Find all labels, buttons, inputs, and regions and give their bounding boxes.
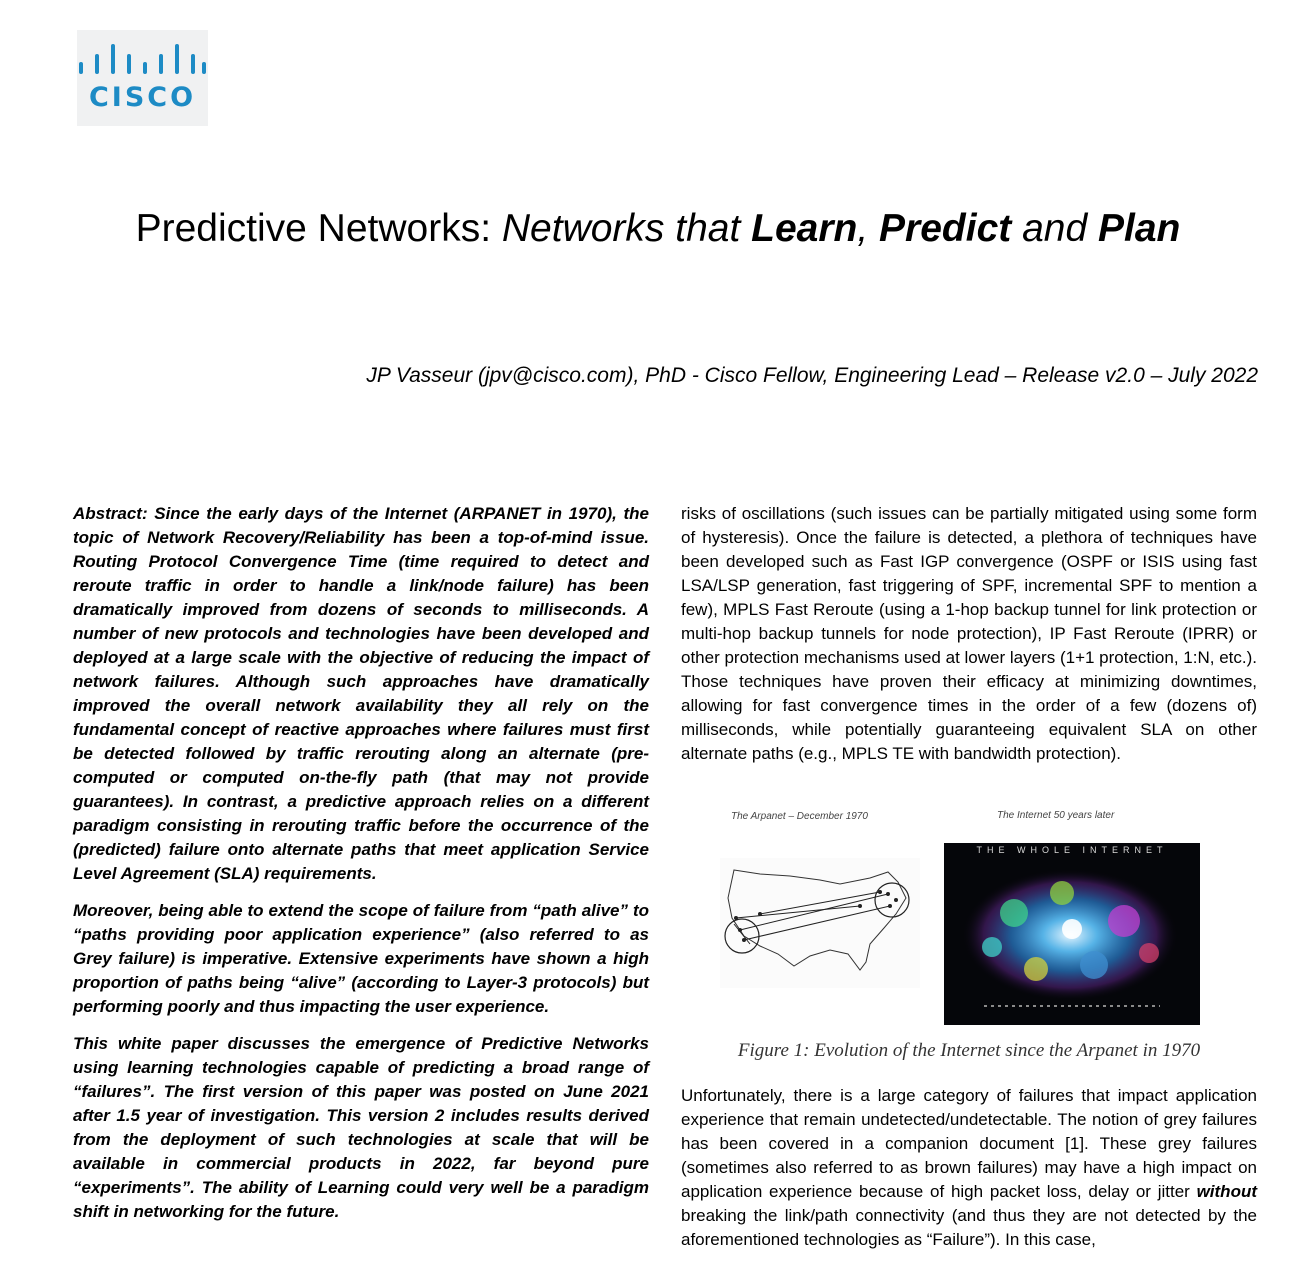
poster-title: THE WHOLE INTERNET xyxy=(976,845,1168,855)
body-paragraph-2-before: Unfortunately, there is a large category of failures that impact application experience that remain undetected/undetectable. The notion of grey failures has been covered in a companion document [1]. These grey failures (sometimes also referred to as brown failures) may have a high impact on application experience because of high packet loss, delay or jitter xyxy=(681,1086,1257,1201)
arpanet-map-image xyxy=(720,858,920,988)
whole-internet-poster-image xyxy=(944,843,1200,1025)
figure-left-caption: The Arpanet – December 1970 xyxy=(731,811,868,822)
body-paragraph-2-after: breaking the link/path connectivity (and thus they are not detected by the aforementioned technologies as “Failure”). In this case, xyxy=(681,1206,1257,1249)
author-line: JP Vasseur (jpv@cisco.com), PhD - Cisco Fellow, Engineering Lead – Release v2.0 – July 2022 xyxy=(366,364,1258,387)
figure-right-caption: The Internet 50 years later xyxy=(997,810,1115,821)
body-paragraph-2 xyxy=(681,1084,1257,1252)
body-paragraph-1: risks of oscillations (such issues can be partially mitigated using some form of hysteresis). Once the failure is detected, a plethora of techniques have been developed such as Fast IGP convergence (OSPF or ISIS using fast LSA/LSP generation, fast triggering of SPF, incremental SPF to mention a few), MPLS Fast Reroute (using a 1-hop backup tunnel for link protection or multi-hop backup tunnels for node protection), IP Fast Reroute (IPRR) or other protection mechanisms used at lower layers (1+1 protection, 1:N, etc.). Those techniques have proven their efficacy at minimizing downtimes, allowing for fast convergence times in the order of a few (dozens of) milliseconds, while potentially guaranteeing equivalent SLA on other alternate paths (e.g., MPLS TE with bandwidth protection). xyxy=(681,504,1257,763)
emphasis-without: without xyxy=(1196,1182,1257,1201)
cisco-wordmark: CISCO xyxy=(88,82,197,113)
cisco-logo xyxy=(77,30,208,126)
paper-title xyxy=(0,207,1316,251)
body-column-bottom xyxy=(681,1084,1257,1265)
abstract-column xyxy=(73,502,649,1237)
title-plain: Predictive Networks: xyxy=(135,207,502,250)
abstract-paragraph-1: Abstract: Since the early days of the Internet (ARPANET in 1970), the topic of Network Recovery/Reliability has been a top-of-mind issue. Routing Protocol Convergence Time (time required to detect and reroute traffic in order to handle a link/node failure) has been dramatically improved from dozens of seconds to milliseconds. A number of new protocols and technologies have been developed and deployed at a large scale with the objective of reducing the impact of network failures. Although such approaches have dramatically improved the overall network availability they all rely on the fundamental concept of reactive approaches where failures must first be detected followed by traffic rerouting along an alternate (pre-computed or computed on-the-fly path (that may not provide guarantees). In contrast, a predictive approach relies on a different paradigm consisting in rerouting traffic before the occurrence of the (predicted) failure onto alternate paths that meet application Service Level Agreement (SLA) requirements. xyxy=(73,504,649,883)
title-bold-learn: Learn xyxy=(751,207,858,250)
abstract-paragraph-3: This white paper discusses the emergence of Predictive Networks using learning technologies capable of predicting a broad range of “failures”. The first version of this paper was posted on June 2021 after 1.5 year of investigation. This version 2 includes results derived from the deployment of such technologies at scale that will be available in commercial products in 2022, far beyond pure “experiments”. The ability of Learning could very well be a paradigm shift in networking for the future. xyxy=(73,1034,649,1221)
title-italic-2: and xyxy=(1011,207,1098,250)
title-sep: , xyxy=(857,207,880,250)
internet-graph-drawing xyxy=(944,843,1200,1025)
figure-caption: Figure 1: Evolution of the Internet since the Arpanet in 1970 xyxy=(737,1040,1201,1061)
body-column-top xyxy=(681,502,1257,779)
title-bold-plan: Plan xyxy=(1098,207,1181,250)
abstract-paragraph-2: Moreover, being able to extend the scope of failure from “path alive” to “paths providing poor application experience” (also referred to as Grey failure) is imperative. Extensive experiments have shown a high proportion of paths being “alive” (according to Layer-3 protocols) but performing poorly and thus impacting the user experience. xyxy=(73,901,649,1016)
arpanet-map-drawing xyxy=(720,858,920,988)
title-italic-1: Networks that xyxy=(501,207,752,250)
title-bold-predict: Predict xyxy=(879,207,1012,250)
